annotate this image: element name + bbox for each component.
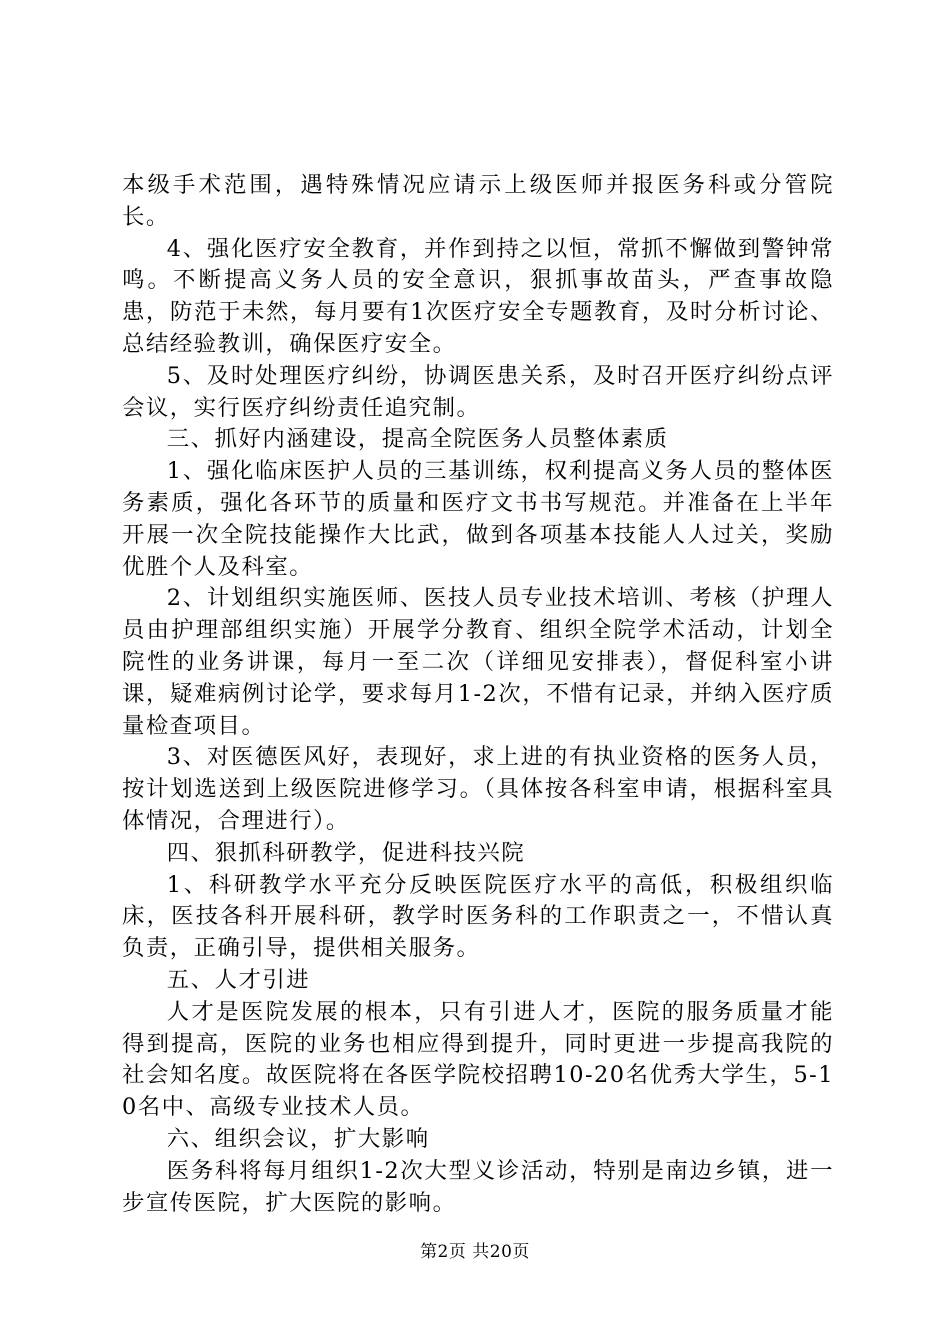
document-body <box>122 170 834 1219</box>
paragraph: 2、计划组织实施医师、医技人员专业技术培训、考核（护理人员由护理部组织实施）开展学分教育、组织全院学术活动，计划全院性的业务讲课，每月一至二次（详细见安排表），督促科室小讲课，疑难病例讨论学，要求每月1-2次，不惜有记录，并纳入医疗质量检查项目。 <box>122 585 834 739</box>
paragraph: 1、科研教学水平充分反映医院医疗水平的高低，积极组织临床，医技各科开展科研，教学时医务科的工作职责之一，不惜认真负责，正确引导，提供相关服务。 <box>122 871 834 962</box>
paragraph: 人才是医院发展的根本，只有引进人才，医院的服务质量才能得到提高，医院的业务也相应得到提升，同时更进一步提高我院的社会知名度。故医院将在各医学院校招聘10-20名优秀大学生，5-10名中、高级专业技术人员。 <box>122 998 834 1121</box>
paragraph: 5、及时处理医疗纠纷，协调医患关系，及时召开医疗纠纷点评会议，实行医疗纠纷责任追究制。 <box>122 362 834 421</box>
page-number-footer: 第2页 共20页 <box>420 1242 530 1262</box>
paragraph: 医务科将每月组织1-2次大型义诊活动，特别是南边乡镇，进一步宣传医院，扩大医院的影响。 <box>122 1157 834 1216</box>
section-heading: 六、组织会议，扩大影响 <box>166 1125 430 1152</box>
paragraph: 3、对医德医风好，表现好，求上进的有执业资格的医务人员，按计划选送到上级医院进修学习。（具体按各科室申请，根据科室具体情况，合理进行）。 <box>122 744 834 834</box>
section-heading: 四、狠抓科研教学，促进科技兴院 <box>166 839 526 866</box>
paragraph: 1、强化临床医护人员的三基训练，权利提高义务人员的整体医务素质，强化各环节的质量和医疗文书书写规范。并准备在上半年开展一次全院技能操作大比武，做到各项基本技能人人过关，奖励优胜个人及科室。 <box>122 458 834 580</box>
paragraph: 本级手术范围，遇特殊情况应请示上级医师并报医务科或分管院长。 <box>122 172 834 230</box>
paragraph: 4、强化医疗安全教育，并作到持之以恒，常抓不懈做到警钟常鸣。不断提高义务人员的安全意识，狠抓事故苗头，严查事故隐患，防范于未然，每月要有1次医疗安全专题教育，及时分析讨论、总结经验教训，确保医疗安全。 <box>122 235 834 357</box>
section-heading: 五、人才引进 <box>166 966 311 993</box>
section-heading: 三、抓好内涵建设，提高全院医务人员整体素质 <box>166 426 669 453</box>
